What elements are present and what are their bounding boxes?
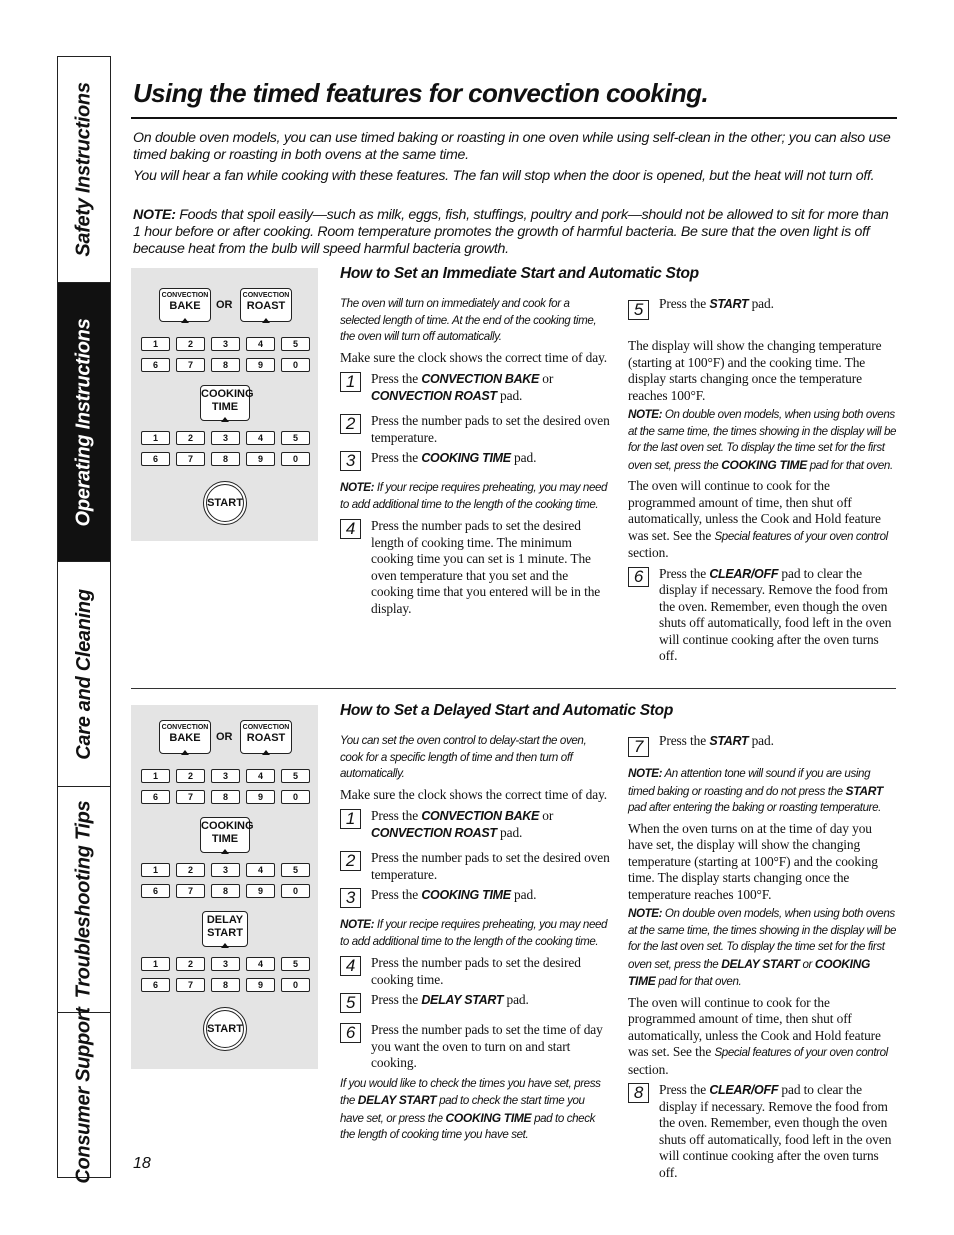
number-pad: 2: [176, 431, 205, 445]
number-pad: 1: [141, 769, 170, 783]
step-number: 2: [340, 414, 361, 434]
number-pad: 1: [141, 431, 170, 445]
delayed-step-8: 8 Press the CLEAR/OFF pad to clear the display if necessary. Remove the food from the oven. Remember, even though the oven shuts off automatically, food left in the oven will continue cooking after the oven turns off.: [628, 1082, 898, 1181]
tab-consumer-support[interactable]: Consumer Support: [72, 1006, 95, 1184]
number-pad: 2: [176, 337, 205, 351]
number-pad: 6: [141, 358, 170, 372]
number-pad: 9: [246, 358, 275, 372]
number-pad: 4: [246, 957, 275, 971]
number-pad: 2: [176, 769, 205, 783]
number-pad: 6: [141, 978, 170, 992]
immediate-clock: Make sure the clock shows the correct time of day.: [340, 349, 608, 365]
page-number: 18: [133, 1155, 151, 1172]
immediate-step-1: 1 Press the CONVECTION BAKE or CONVECTION ROAST pad.: [340, 371, 610, 404]
number-pad: 3: [211, 769, 240, 783]
delayed-column-left: [340, 733, 610, 1144]
tab-care-and-cleaning[interactable]: Care and Cleaning: [58, 562, 110, 787]
intro-paragraph-1: On double oven models, you can use timed baking or roasting in one oven while using self-clean in the other; you can also use timed baking or roasting in both ovens at the same time.: [133, 130, 891, 163]
number-pad: 3: [211, 863, 240, 877]
number-pad: 9: [246, 452, 275, 466]
number-pad: 1: [141, 337, 170, 351]
delayed-lead: You can set the oven control to delay-start the oven, cook for a specific length of time and then turn off automatically.: [340, 734, 587, 780]
immediate-note-2: NOTE: On double oven models, when using both ovens at the same time, the times showing in the display will be for the last oven set. To display the time set for the first oven set, press the COOKING TIME pad for that oven.: [628, 408, 897, 472]
number-pad: 0: [281, 452, 310, 466]
step-number: 4: [340, 519, 361, 539]
delayed-step-6: 6 Press the number pads to set the time of day you want the oven to turn on and start cooking.: [340, 1022, 610, 1072]
delayed-step-3: 3 Press the COOKING TIME pad.: [340, 887, 610, 908]
cooking-time-pad: COOKING TIME: [200, 385, 250, 421]
step-number: 4: [340, 956, 361, 976]
number-pad: 6: [141, 790, 170, 804]
number-pad: 7: [176, 790, 205, 804]
number-pad: 7: [176, 358, 205, 372]
number-pad: 3: [211, 431, 240, 445]
step-number: 5: [340, 993, 361, 1013]
number-pad: 5: [281, 863, 310, 877]
number-pad: 1: [141, 957, 170, 971]
number-pad: 8: [211, 452, 240, 466]
intro-note: NOTE: Foods that spoil easily—such as milk, eggs, fish, stuffings, poultry and pork—should not be allowed to sit for more than 1 hour before or after cooking. Room temperature promotes the growth of harmful bacteria. Be sure that the oven light is off because heat from the bulb will speed harmful bacteria growth.: [133, 207, 889, 257]
delayed-start-heading: How to Set a Delayed Start and Automatic Stop: [340, 702, 674, 719]
number-pad: 5: [281, 769, 310, 783]
convection-roast-pad: CONVECTION ROAST: [240, 288, 292, 322]
number-pad: 4: [246, 769, 275, 783]
delayed-note-1: NOTE: If your recipe requires preheating, you may need to add additional time to the length of the cooking time.: [340, 918, 608, 948]
immediate-column-left: [340, 296, 610, 617]
step-number: 8: [628, 1083, 649, 1103]
number-pad: 0: [281, 978, 310, 992]
number-pad: 6: [141, 452, 170, 466]
delayed-column-right: [628, 733, 898, 1181]
or-label: OR: [216, 299, 233, 311]
step-number: 2: [340, 851, 361, 871]
number-pad: 9: [246, 790, 275, 804]
number-pad: 4: [246, 337, 275, 351]
delayed-clock: Make sure the clock shows the correct time of day.: [340, 786, 608, 802]
step-number: 3: [340, 451, 361, 471]
immediate-step-4: 4 Press the number pads to set the desired length of cooking time. The minimum cooking time you can set is 1 minute. The oven temperature that you set and the cooking time that you entered will be in the display.: [340, 518, 610, 617]
number-pad: 0: [281, 358, 310, 372]
delayed-step-2: 2 Press the number pads to set the desired oven temperature.: [340, 850, 610, 883]
title-rule: [131, 117, 897, 119]
immediate-lead: The oven will turn on immediately and cook for a selected length of time. At the end of the cooking time, the oven will turn off automatically.: [340, 297, 597, 343]
immediate-step-3: 3 Press the COOKING TIME pad.: [340, 450, 610, 471]
immediate-step-6: 6 Press the CLEAR/OFF pad to clear the display if necessary. Remove the food from the oven. Remember, even though the oven shuts off automatically, food left in the oven will continue cooking after the oven turns off.: [628, 566, 898, 665]
number-pad: 0: [281, 884, 310, 898]
delay-start-pad: DELAY START: [202, 911, 248, 947]
number-pad: 8: [211, 978, 240, 992]
section-divider: [131, 688, 896, 689]
tab-troubleshooting-tips[interactable]: Troubleshooting Tips: [58, 787, 110, 1013]
tab-safety-instructions[interactable]: Safety Instructions: [58, 57, 110, 283]
number-pad: 8: [211, 790, 240, 804]
delayed-display-text: When the oven turns on at the time of day you have set, the display will show the changing temperature (starting at 100°F) and the cooking time. The display starts changing once the temperature reaches 100°F.: [628, 820, 878, 902]
cooking-time-pad: COOKING TIME: [200, 817, 250, 853]
page-title: Using the timed features for convection cooking.: [133, 78, 709, 108]
intro-paragraph-2: You will hear a fan while cooking with these features. The fan will stop when the door is opened, but the heat will not turn off.: [133, 168, 875, 184]
step-number: 6: [628, 567, 649, 587]
number-pad: 5: [281, 431, 310, 445]
number-pad: 8: [211, 884, 240, 898]
delayed-step-5: 5 Press the DELAY START pad.: [340, 992, 610, 1013]
number-pad: 3: [211, 337, 240, 351]
immediate-column-right: [628, 296, 898, 665]
number-pad: 7: [176, 978, 205, 992]
section-tabs: [57, 56, 111, 1184]
number-pad: 7: [176, 884, 205, 898]
step-number: 3: [340, 888, 361, 908]
convection-bake-pad: CONVECTION BAKE: [159, 720, 211, 754]
keypad-illustration-immediate: [131, 268, 318, 541]
immediate-note-1: NOTE: If your recipe requires preheating, you may need to add additional time to the length of the cooking time.: [340, 481, 608, 511]
start-pad: START: [203, 481, 247, 525]
number-pad: 4: [246, 863, 275, 877]
immediate-continue-text: The oven will continue to cook for the programmed amount of time, then shut off automatically, unless the Cook and Hold feature was set. See the Special features of your oven control section.: [628, 478, 888, 560]
convection-roast-pad: CONVECTION ROAST: [240, 720, 292, 754]
number-pad: 4: [246, 431, 275, 445]
step-number: 1: [340, 809, 361, 829]
step-number: 6: [340, 1023, 361, 1043]
number-pad: 8: [211, 358, 240, 372]
number-pad: 6: [141, 884, 170, 898]
number-pad: 9: [246, 978, 275, 992]
number-pad: 2: [176, 863, 205, 877]
immediate-step-2: 2 Press the number pads to set the desired oven temperature.: [340, 413, 610, 446]
number-pad: 0: [281, 790, 310, 804]
delayed-step-1: 1 Press the CONVECTION BAKE or CONVECTION ROAST pad.: [340, 808, 610, 841]
delayed-note-2: NOTE: An attention tone will sound if you are using timed baking or roasting and do not press the START pad after entering the baking or roasting temperature.: [628, 767, 883, 814]
keypad-illustration-delayed: [131, 705, 318, 1069]
delayed-note-3: NOTE: On double oven models, when using both ovens at the same time, the times showing in the display will be for the last oven set. To display the time set for the first oven set, press the DELAY START or COOKING TIME pad for that oven.: [628, 907, 897, 988]
number-pad: 7: [176, 452, 205, 466]
or-label: OR: [216, 731, 233, 743]
note-label: NOTE:: [133, 207, 176, 223]
step-number: 1: [340, 372, 361, 392]
immediate-step-5: 5 Press the START pad.: [628, 296, 898, 320]
number-pad: 1: [141, 863, 170, 877]
number-pad: 9: [246, 884, 275, 898]
immediate-start-heading: How to Set an Immediate Start and Automatic Stop: [340, 265, 699, 282]
delayed-continue-text: The oven will continue to cook for the programmed amount of time, then shut off automatically, unless the Cook and Hold feature was set. See the Special features of your oven control section.: [628, 994, 888, 1077]
number-pad: 2: [176, 957, 205, 971]
delayed-check-note: If you would like to check the times you have set, press the DELAY START pad to check the start time you have set, or press the COOKING TIME pad to check the length of cooking time you have set.: [340, 1076, 601, 1141]
number-pad: 5: [281, 337, 310, 351]
delayed-step-4: 4 Press the number pads to set the desired cooking time.: [340, 955, 610, 988]
convection-bake-pad: CONVECTION BAKE: [159, 288, 211, 322]
start-pad: START: [203, 1007, 247, 1051]
number-pad: 5: [281, 957, 310, 971]
number-pad: 3: [211, 957, 240, 971]
step-number: 5: [628, 300, 649, 320]
tab-operating-instructions[interactable]: Operating Instructions: [58, 283, 110, 562]
step-number: 7: [628, 737, 649, 757]
delayed-step-7: 7 Press the START pad.: [628, 733, 898, 757]
immediate-display-text: The display will show the changing temperature (starting at 100°F) and the cooking time. The display starts changing once the temperature reaches 100°F.: [628, 338, 882, 403]
